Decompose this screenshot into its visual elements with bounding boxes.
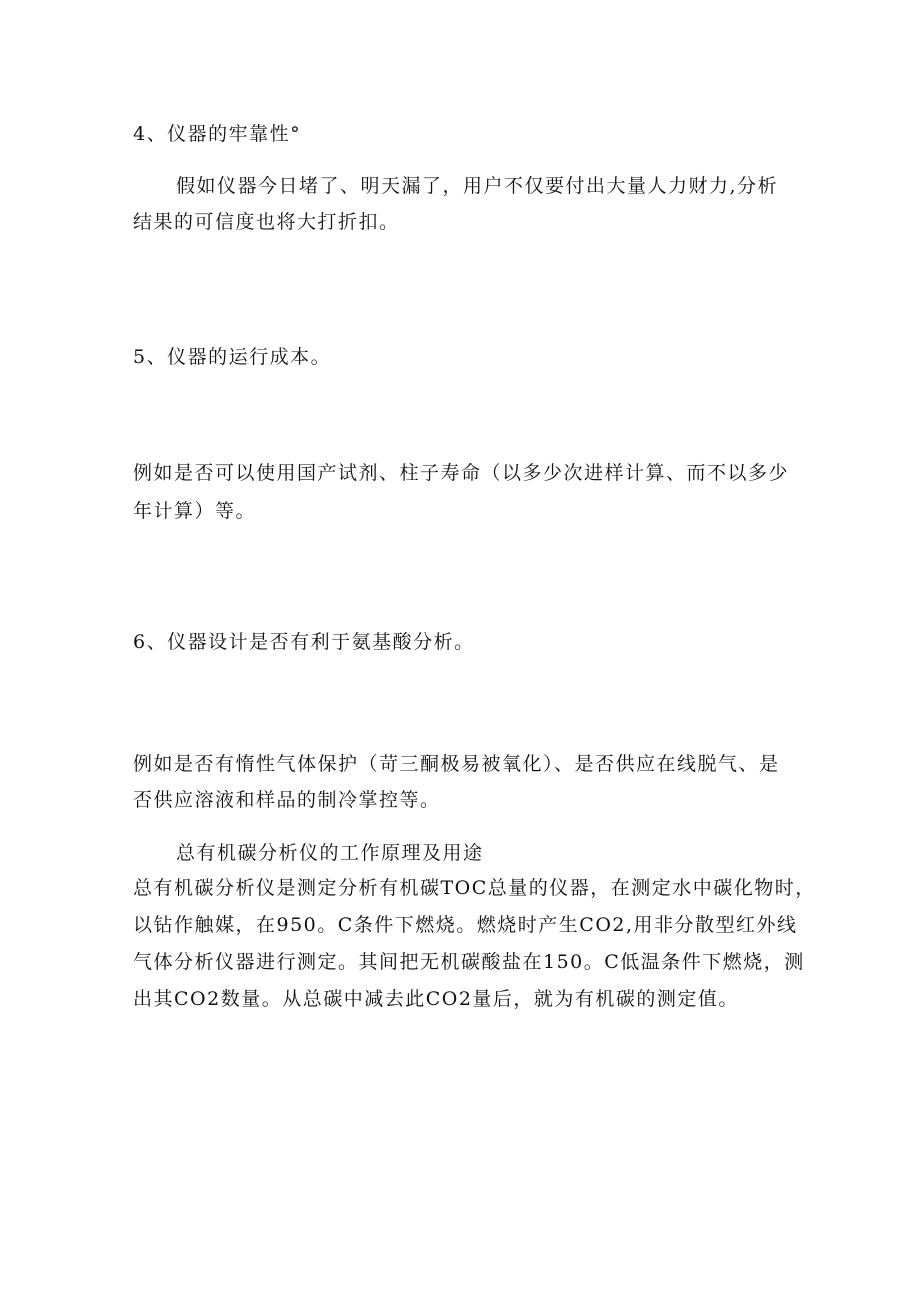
paragraph-line: 年计算）等。	[133, 500, 257, 522]
paragraph-line: 假如仪器今日堵了、明天漏了，用户不仅要付出大量人力财力,分析	[176, 175, 779, 197]
paragraph-line: 总有机碳分析仪是测定分析有机碳TOC总量的仪器，在测定水中碳化物时，	[133, 877, 816, 899]
paragraph-line: 气体分析仪器进行测定。其间把无机碳酸盐在150。C低温条件下燃烧，测	[133, 951, 805, 973]
section-heading: 4、仪器的牢靠性°	[133, 123, 302, 145]
paragraph-line: 例如是否有惰性气体保护（苛三酮极易被氧化）、是否供应在线脱气、是	[133, 753, 780, 775]
paragraph-line: 结果的可信度也将大打折扣。	[133, 211, 400, 233]
paragraph-line: 出其CO2数量。从总碳中减去此CO2量后，就为有机碳的测定值。	[133, 988, 739, 1010]
section-heading: 6、仪器设计是否有利于氨基酸分析。	[133, 631, 475, 653]
paragraph-line: 以钻作触媒，在950。C条件下燃烧。燃烧时产生CO2,用非分散型红外线	[133, 914, 798, 936]
section-heading: 5、仪器的运行成本。	[133, 346, 332, 368]
section-title: 总有机碳分析仪的工作原理及用途	[176, 842, 484, 864]
paragraph-line: 例如是否可以使用国产试剂、柱子寿命（以多少次进样计算、而不以多少	[133, 462, 790, 484]
paragraph-line: 否供应溶液和样品的制冷掌控等。	[133, 789, 441, 811]
